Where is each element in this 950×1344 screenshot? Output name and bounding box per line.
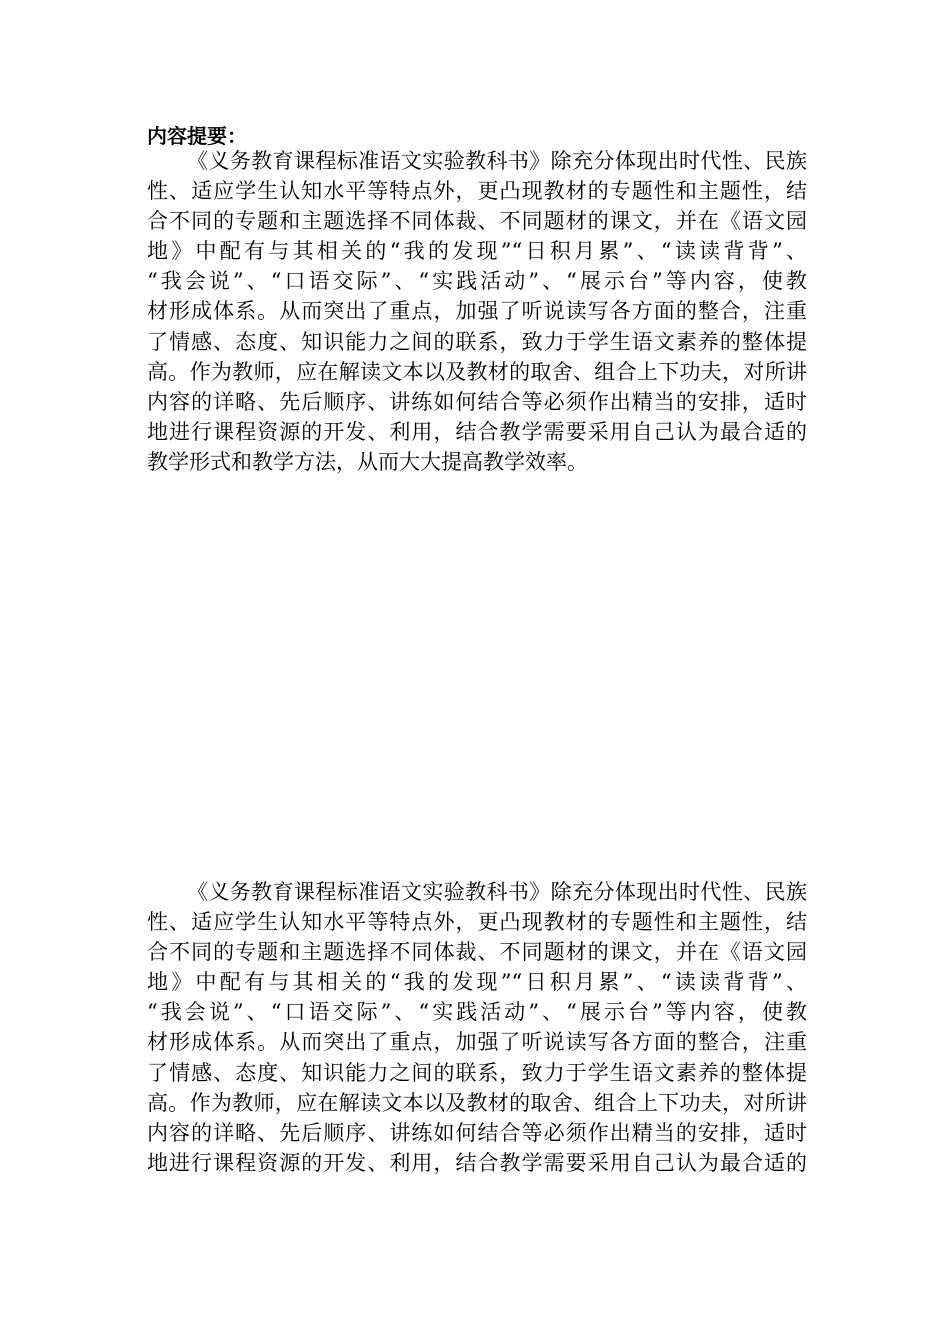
paragraph-line: 《义务教育课程标准语文实验教科书》除充分体现出时代性、民族 xyxy=(187,149,807,173)
summary-heading: 内容提要： xyxy=(147,124,247,148)
paragraph-line: 性、适应学生认知水平等特点外，更凸现教材的专题性和主题性，结 xyxy=(147,179,807,204)
paragraph-line: 合不同的专题和主题选择不同体裁、不同题材的课文，并在《语文园 xyxy=(147,940,807,965)
paragraph-line: 材形成体系。从而突出了重点，加强了听说读写各方面的整合，注重 xyxy=(147,1030,807,1055)
body-paragraph xyxy=(147,877,807,1178)
paragraph-line: “我会说”、“口语交际”、“实践活动”、“展示台”等内容，使教 xyxy=(147,269,807,294)
paragraph-line: 了情感、态度、知识能力之间的联系，致力于学生语文素养的整体提 xyxy=(147,1060,807,1085)
paragraph-line: 《义务教育课程标准语文实验教科书》除充分体现出时代性、民族 xyxy=(187,880,807,904)
paragraph-line: 高。作为教师，应在解读文本以及教材的取舍、组合上下功夫，对所讲 xyxy=(147,359,807,384)
paragraph-line: 性、适应学生认知水平等特点外，更凸现教材的专题性和主题性，结 xyxy=(147,910,807,935)
paragraph-line: “我会说”、“口语交际”、“实践活动”、“展示台”等内容，使教 xyxy=(147,1000,807,1025)
paragraph-line: 地》中配有与其相关的“我的发现”“日积月累”、“读读背背”、 xyxy=(147,239,807,264)
paragraph-line: 了情感、态度、知识能力之间的联系，致力于学生语文素养的整体提 xyxy=(147,329,807,354)
paragraph-line: 材形成体系。从而突出了重点，加强了听说读写各方面的整合，注重 xyxy=(147,299,807,324)
paragraph-line: 地进行课程资源的开发、利用，结合教学需要采用自己认为最合适的 xyxy=(147,419,807,444)
paragraph-line: 高。作为教师，应在解读文本以及教材的取舍、组合上下功夫，对所讲 xyxy=(147,1090,807,1115)
summary-paragraph xyxy=(147,146,807,477)
paragraph-line: 教学形式和教学方法，从而大大提高教学效率。 xyxy=(147,449,588,474)
paragraph-line: 地》中配有与其相关的“我的发现”“日积月累”、“读读背背”、 xyxy=(147,970,807,995)
paragraph-line: 内容的详略、先后顺序、讲练如何结合等必须作出精当的安排，适时 xyxy=(147,1120,807,1145)
paragraph-line: 合不同的专题和主题选择不同体裁、不同题材的课文，并在《语文园 xyxy=(147,209,807,234)
paragraph-line: 内容的详略、先后顺序、讲练如何结合等必须作出精当的安排，适时 xyxy=(147,389,807,414)
paragraph-line: 地进行课程资源的开发、利用，结合教学需要采用自己认为最合适的 xyxy=(147,1150,807,1175)
